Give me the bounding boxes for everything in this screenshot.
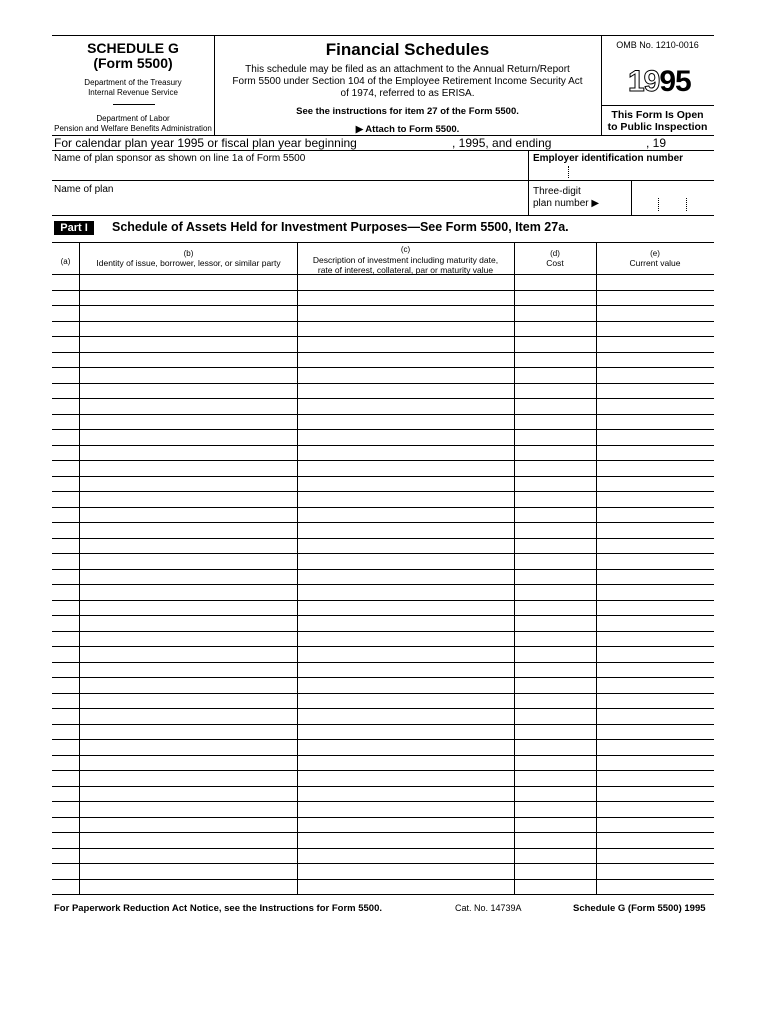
table-row[interactable] — [52, 414, 714, 415]
table-row[interactable] — [52, 863, 714, 864]
tax-year — [628, 64, 691, 100]
col-e-header: Current value — [629, 258, 681, 268]
table-row[interactable] — [52, 879, 714, 880]
plan-year-end: , 19 — [646, 136, 667, 150]
table-row[interactable] — [52, 724, 714, 725]
table-row[interactable] — [52, 817, 714, 818]
see-instructions: See the instructions for item 27 of the Form 5500. — [296, 106, 519, 117]
dept-treasury: Department of the Treasury — [84, 78, 182, 87]
col-b-letter: (b) — [183, 249, 194, 258]
description-line-1: This schedule may be filed as an attachment to the Annual Return/Report — [245, 64, 570, 75]
pwba-label: Pension and Welfare Benefits Administration — [54, 124, 212, 133]
attach-note: ▶ Attach to Form 5500. — [355, 124, 460, 135]
table-row[interactable] — [52, 693, 714, 694]
table-row[interactable] — [52, 615, 714, 616]
table-row[interactable] — [52, 445, 714, 446]
table-row[interactable] — [52, 662, 714, 663]
col-e-letter: (e) — [650, 249, 660, 258]
part-title: Schedule of Assets Held for Investment Purposes—See Form 5500, Item 27a. — [112, 220, 569, 234]
table-row[interactable] — [52, 832, 714, 833]
plan-sponsor-label[interactable]: Name of plan sponsor as shown on line 1a of Form 5500 — [54, 153, 306, 164]
irs-label: Internal Revenue Service — [88, 88, 178, 97]
table-row[interactable] — [52, 801, 714, 802]
table-row[interactable] — [52, 677, 714, 678]
public-inspection-line-1: This Form Is Open — [611, 109, 704, 121]
description-line-2: Form 5500 under Section 104 of the Employee Retirement Income Security Act — [232, 76, 583, 87]
table-row[interactable] — [52, 646, 714, 647]
plan-name-label[interactable]: Name of plan — [54, 184, 114, 195]
dept-labor: Department of Labor — [96, 114, 170, 123]
col-d-header: Cost — [546, 258, 564, 268]
catalog-number: Cat. No. 14739A — [455, 903, 522, 913]
ein-separator — [568, 166, 569, 178]
form-reference: (Form 5500) — [93, 55, 173, 71]
table-row[interactable] — [52, 848, 714, 849]
tax-year-outline: 19 — [628, 65, 660, 98]
part-label: Part I — [54, 221, 94, 235]
table-row[interactable] — [52, 522, 714, 523]
col-c-letter: (c) — [400, 245, 411, 254]
omb-number: OMB No. 1210-0016 — [616, 40, 699, 50]
table-row[interactable] — [52, 460, 714, 461]
table-row[interactable] — [52, 739, 714, 740]
table-row[interactable] — [52, 786, 714, 787]
table-row[interactable] — [52, 708, 714, 709]
col-a-header: (a) — [60, 257, 71, 266]
schedule-title: SCHEDULE G — [87, 40, 179, 56]
plan-number-divider-2 — [686, 198, 687, 211]
main-title: Financial Schedules — [325, 40, 490, 59]
table-row[interactable] — [52, 321, 714, 322]
three-digit-label-2[interactable]: plan number ▶ — [533, 198, 600, 209]
table-row[interactable] — [52, 538, 714, 539]
table-row[interactable] — [52, 305, 714, 306]
col-d-letter: (d) — [550, 249, 560, 258]
col-b-header: Identity of issue, borrower, lessor, or similar party — [96, 258, 281, 268]
table-row[interactable] — [52, 553, 714, 554]
table-row[interactable] — [52, 569, 714, 570]
ein-label[interactable]: Employer identification number — [533, 153, 684, 164]
three-digit-label-1: Three-digit — [533, 186, 581, 197]
table-row[interactable] — [52, 770, 714, 771]
plan-year-label: For calendar plan year 1995 or fiscal plan year beginning — [54, 136, 357, 150]
description-line-3: of 1974, referred to as ERISA. — [340, 88, 475, 99]
plan-number-divider-1 — [658, 198, 659, 211]
table-row[interactable] — [52, 367, 714, 368]
table-row[interactable] — [52, 755, 714, 756]
table-row[interactable] — [52, 383, 714, 384]
table-row[interactable] — [52, 429, 714, 430]
table-row[interactable] — [52, 476, 714, 477]
table-row[interactable] — [52, 290, 714, 291]
table-row[interactable] — [52, 352, 714, 353]
table-row[interactable] — [52, 336, 714, 337]
public-inspection-line-2: to Public Inspection — [607, 121, 708, 133]
table-row[interactable] — [52, 491, 714, 492]
table-row[interactable] — [52, 507, 714, 508]
form-identifier: Schedule G (Form 5500) 1995 — [573, 903, 706, 914]
paperwork-notice: For Paperwork Reduction Act Notice, see the Instructions for Form 5500. — [54, 903, 382, 914]
table-row[interactable] — [52, 631, 714, 632]
plan-year-middle: , 1995, and ending — [452, 136, 552, 150]
table-row[interactable] — [52, 600, 714, 601]
col-c-header-line2: rate of interest, collateral, par or maturity value — [317, 265, 494, 275]
table-row[interactable] — [52, 398, 714, 399]
col-c-header-line1: Description of investment including maturity date, — [312, 255, 499, 265]
tax-year-solid: 95 — [659, 65, 691, 98]
table-row[interactable] — [52, 584, 714, 585]
